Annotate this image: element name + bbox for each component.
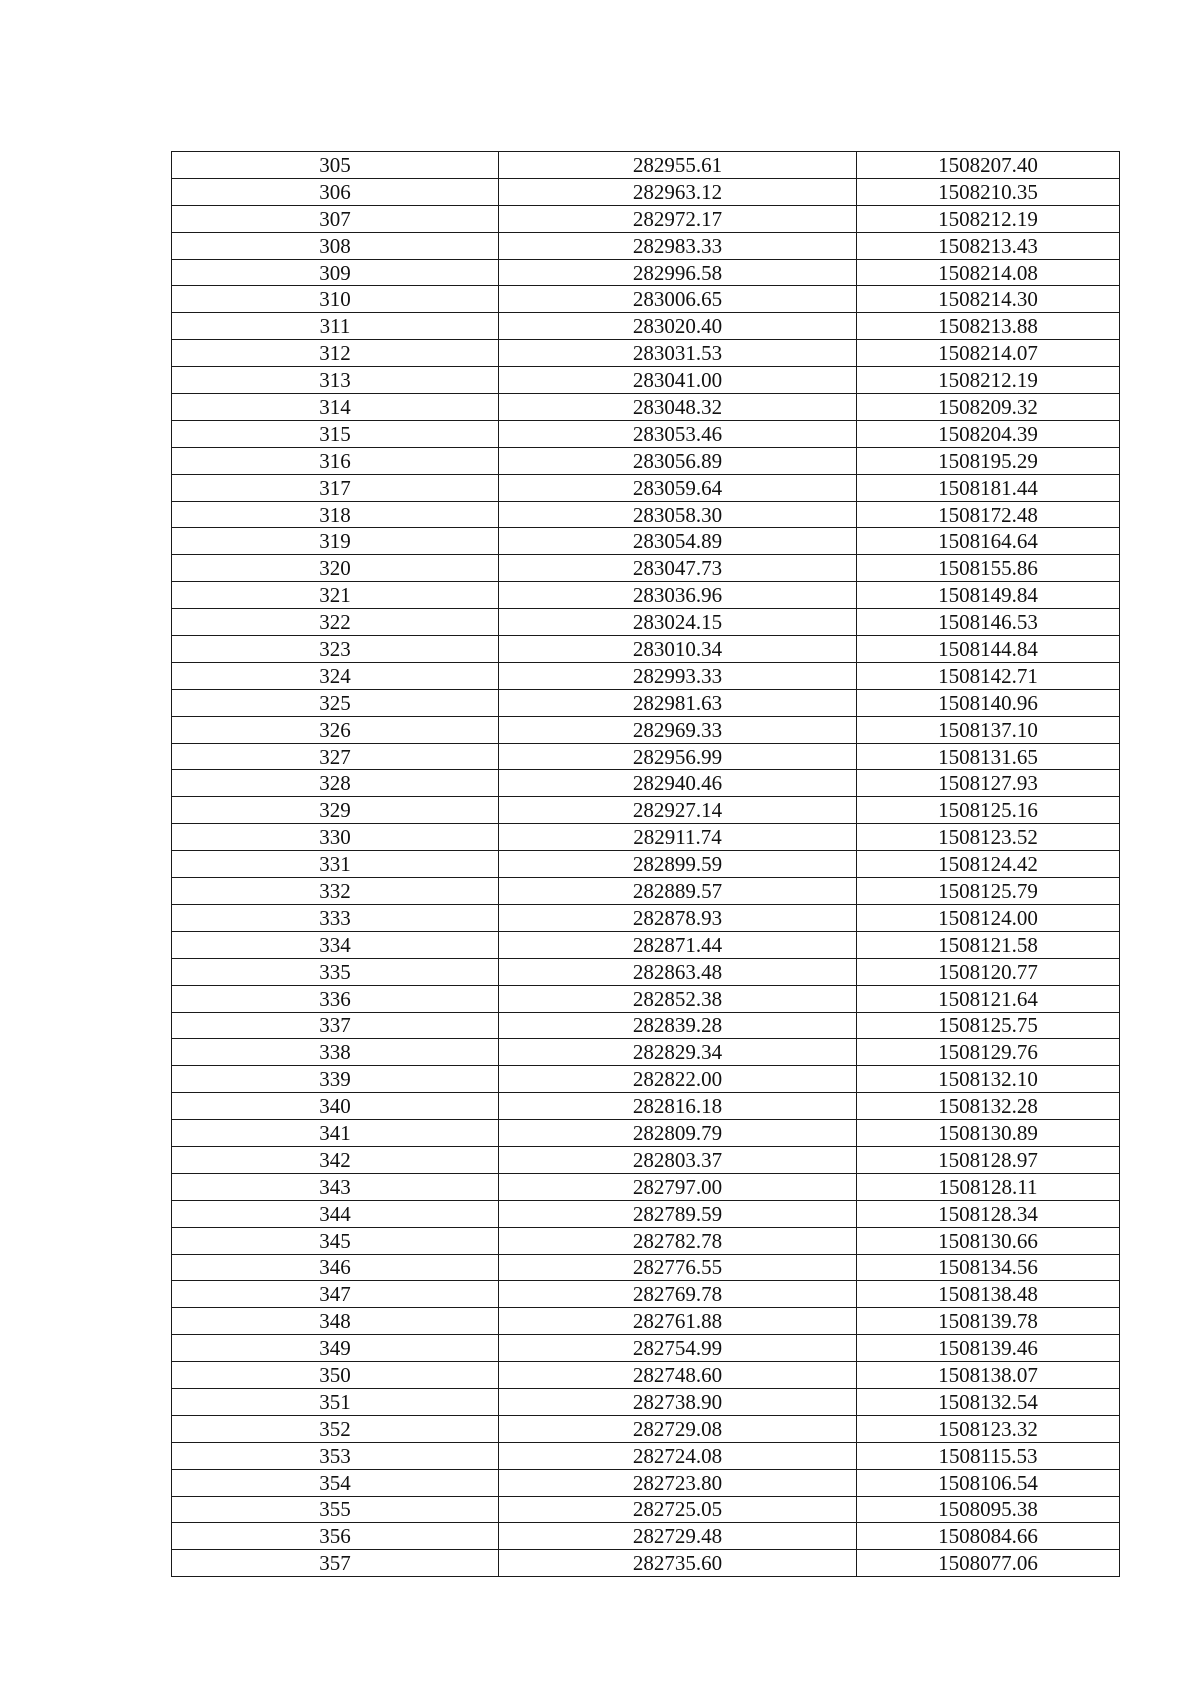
y-coordinate-cell: 1508195.29 xyxy=(857,447,1120,474)
y-coordinate-cell: 1508131.65 xyxy=(857,743,1120,770)
x-coordinate-cell: 282878.93 xyxy=(499,904,857,931)
y-coordinate-cell: 1508138.07 xyxy=(857,1362,1120,1389)
table-row xyxy=(172,582,1120,609)
table-row xyxy=(172,555,1120,582)
x-coordinate-cell: 283048.32 xyxy=(499,394,857,421)
table-row xyxy=(172,1227,1120,1254)
table-row xyxy=(172,878,1120,905)
y-coordinate-cell: 1508146.53 xyxy=(857,609,1120,636)
y-coordinate-cell: 1508106.54 xyxy=(857,1469,1120,1496)
point-number-cell: 316 xyxy=(172,447,499,474)
x-coordinate-cell: 282797.00 xyxy=(499,1173,857,1200)
table-row xyxy=(172,1281,1120,1308)
point-number-cell: 350 xyxy=(172,1362,499,1389)
y-coordinate-cell: 1508137.10 xyxy=(857,716,1120,743)
table-row xyxy=(172,1039,1120,1066)
coordinate-table xyxy=(171,151,1120,1577)
x-coordinate-cell: 283006.65 xyxy=(499,286,857,313)
x-coordinate-cell: 282725.05 xyxy=(499,1496,857,1523)
x-coordinate-cell: 282963.12 xyxy=(499,178,857,205)
x-coordinate-cell: 282803.37 xyxy=(499,1146,857,1173)
table-row xyxy=(172,1469,1120,1496)
point-number-cell: 305 xyxy=(172,152,499,179)
x-coordinate-cell: 282723.80 xyxy=(499,1469,857,1496)
table-row xyxy=(172,1415,1120,1442)
point-number-cell: 345 xyxy=(172,1227,499,1254)
x-coordinate-cell: 282724.08 xyxy=(499,1442,857,1469)
point-number-cell: 313 xyxy=(172,367,499,394)
point-number-cell: 349 xyxy=(172,1335,499,1362)
y-coordinate-cell: 1508213.88 xyxy=(857,313,1120,340)
table-row xyxy=(172,152,1120,179)
y-coordinate-cell: 1508164.64 xyxy=(857,528,1120,555)
x-coordinate-cell: 282983.33 xyxy=(499,232,857,259)
x-coordinate-cell: 283036.96 xyxy=(499,582,857,609)
table-row xyxy=(172,205,1120,232)
x-coordinate-cell: 283054.89 xyxy=(499,528,857,555)
x-coordinate-cell: 282863.48 xyxy=(499,958,857,985)
y-coordinate-cell: 1508213.43 xyxy=(857,232,1120,259)
y-coordinate-cell: 1508123.32 xyxy=(857,1415,1120,1442)
point-number-cell: 330 xyxy=(172,824,499,851)
x-coordinate-cell: 283024.15 xyxy=(499,609,857,636)
x-coordinate-cell: 283020.40 xyxy=(499,313,857,340)
y-coordinate-cell: 1508124.00 xyxy=(857,904,1120,931)
point-number-cell: 326 xyxy=(172,716,499,743)
point-number-cell: 309 xyxy=(172,259,499,286)
table-row xyxy=(172,313,1120,340)
table-row xyxy=(172,824,1120,851)
table-row xyxy=(172,609,1120,636)
x-coordinate-cell: 283056.89 xyxy=(499,447,857,474)
x-coordinate-cell: 282748.60 xyxy=(499,1362,857,1389)
point-number-cell: 306 xyxy=(172,178,499,205)
x-coordinate-cell: 282735.60 xyxy=(499,1550,857,1577)
table-row xyxy=(172,178,1120,205)
point-number-cell: 333 xyxy=(172,904,499,931)
point-number-cell: 314 xyxy=(172,394,499,421)
y-coordinate-cell: 1508128.11 xyxy=(857,1173,1120,1200)
y-coordinate-cell: 1508123.52 xyxy=(857,824,1120,851)
x-coordinate-cell: 282839.28 xyxy=(499,1012,857,1039)
table-row xyxy=(172,636,1120,663)
table-row xyxy=(172,1093,1120,1120)
y-coordinate-cell: 1508130.66 xyxy=(857,1227,1120,1254)
x-coordinate-cell: 282940.46 xyxy=(499,770,857,797)
point-number-cell: 352 xyxy=(172,1415,499,1442)
x-coordinate-cell: 283010.34 xyxy=(499,636,857,663)
point-number-cell: 340 xyxy=(172,1093,499,1120)
point-number-cell: 355 xyxy=(172,1496,499,1523)
point-number-cell: 321 xyxy=(172,582,499,609)
point-number-cell: 325 xyxy=(172,689,499,716)
point-number-cell: 328 xyxy=(172,770,499,797)
table-row xyxy=(172,851,1120,878)
table-row xyxy=(172,1173,1120,1200)
y-coordinate-cell: 1508210.35 xyxy=(857,178,1120,205)
y-coordinate-cell: 1508128.97 xyxy=(857,1146,1120,1173)
x-coordinate-cell: 282776.55 xyxy=(499,1254,857,1281)
table-row xyxy=(172,501,1120,528)
table-row xyxy=(172,743,1120,770)
point-number-cell: 310 xyxy=(172,286,499,313)
y-coordinate-cell: 1508139.78 xyxy=(857,1308,1120,1335)
point-number-cell: 344 xyxy=(172,1200,499,1227)
table-row xyxy=(172,716,1120,743)
y-coordinate-cell: 1508125.75 xyxy=(857,1012,1120,1039)
point-number-cell: 307 xyxy=(172,205,499,232)
table-row xyxy=(172,958,1120,985)
table-row xyxy=(172,770,1120,797)
y-coordinate-cell: 1508132.54 xyxy=(857,1388,1120,1415)
x-coordinate-cell: 282782.78 xyxy=(499,1227,857,1254)
table-row xyxy=(172,1388,1120,1415)
table-row xyxy=(172,1120,1120,1147)
point-number-cell: 341 xyxy=(172,1120,499,1147)
table-row xyxy=(172,528,1120,555)
y-coordinate-cell: 1508120.77 xyxy=(857,958,1120,985)
y-coordinate-cell: 1508139.46 xyxy=(857,1335,1120,1362)
point-number-cell: 339 xyxy=(172,1066,499,1093)
y-coordinate-cell: 1508130.89 xyxy=(857,1120,1120,1147)
x-coordinate-cell: 282769.78 xyxy=(499,1281,857,1308)
y-coordinate-cell: 1508144.84 xyxy=(857,636,1120,663)
point-number-cell: 335 xyxy=(172,958,499,985)
table-row xyxy=(172,420,1120,447)
y-coordinate-cell: 1508127.93 xyxy=(857,770,1120,797)
y-coordinate-cell: 1508142.71 xyxy=(857,662,1120,689)
x-coordinate-cell: 282754.99 xyxy=(499,1335,857,1362)
point-number-cell: 337 xyxy=(172,1012,499,1039)
point-number-cell: 319 xyxy=(172,528,499,555)
point-number-cell: 308 xyxy=(172,232,499,259)
point-number-cell: 327 xyxy=(172,743,499,770)
x-coordinate-cell: 282956.99 xyxy=(499,743,857,770)
y-coordinate-cell: 1508138.48 xyxy=(857,1281,1120,1308)
point-number-cell: 312 xyxy=(172,340,499,367)
y-coordinate-cell: 1508214.08 xyxy=(857,259,1120,286)
point-number-cell: 329 xyxy=(172,797,499,824)
table-row xyxy=(172,1146,1120,1173)
y-coordinate-cell: 1508125.79 xyxy=(857,878,1120,905)
point-number-cell: 357 xyxy=(172,1550,499,1577)
x-coordinate-cell: 282761.88 xyxy=(499,1308,857,1335)
x-coordinate-cell: 282852.38 xyxy=(499,985,857,1012)
x-coordinate-cell: 282829.34 xyxy=(499,1039,857,1066)
y-coordinate-cell: 1508181.44 xyxy=(857,474,1120,501)
x-coordinate-cell: 282993.33 xyxy=(499,662,857,689)
point-number-cell: 342 xyxy=(172,1146,499,1173)
x-coordinate-cell: 282981.63 xyxy=(499,689,857,716)
table-row xyxy=(172,394,1120,421)
point-number-cell: 353 xyxy=(172,1442,499,1469)
x-coordinate-cell: 283047.73 xyxy=(499,555,857,582)
y-coordinate-cell: 1508214.30 xyxy=(857,286,1120,313)
point-number-cell: 354 xyxy=(172,1469,499,1496)
y-coordinate-cell: 1508121.64 xyxy=(857,985,1120,1012)
table-row xyxy=(172,1066,1120,1093)
point-number-cell: 323 xyxy=(172,636,499,663)
y-coordinate-cell: 1508209.32 xyxy=(857,394,1120,421)
point-number-cell: 318 xyxy=(172,501,499,528)
x-coordinate-cell: 282729.48 xyxy=(499,1523,857,1550)
point-number-cell: 343 xyxy=(172,1173,499,1200)
point-number-cell: 347 xyxy=(172,1281,499,1308)
x-coordinate-cell: 282809.79 xyxy=(499,1120,857,1147)
table-row xyxy=(172,1442,1120,1469)
y-coordinate-cell: 1508204.39 xyxy=(857,420,1120,447)
table-row xyxy=(172,367,1120,394)
table-row xyxy=(172,1550,1120,1577)
x-coordinate-cell: 282927.14 xyxy=(499,797,857,824)
table-row xyxy=(172,1335,1120,1362)
y-coordinate-cell: 1508128.34 xyxy=(857,1200,1120,1227)
y-coordinate-cell: 1508155.86 xyxy=(857,555,1120,582)
table-row xyxy=(172,1523,1120,1550)
coordinate-table-body xyxy=(172,152,1120,1577)
y-coordinate-cell: 1508149.84 xyxy=(857,582,1120,609)
point-number-cell: 336 xyxy=(172,985,499,1012)
point-number-cell: 348 xyxy=(172,1308,499,1335)
point-number-cell: 346 xyxy=(172,1254,499,1281)
y-coordinate-cell: 1508115.53 xyxy=(857,1442,1120,1469)
x-coordinate-cell: 282972.17 xyxy=(499,205,857,232)
point-number-cell: 315 xyxy=(172,420,499,447)
y-coordinate-cell: 1508214.07 xyxy=(857,340,1120,367)
point-number-cell: 320 xyxy=(172,555,499,582)
table-row xyxy=(172,1012,1120,1039)
table-row xyxy=(172,447,1120,474)
point-number-cell: 338 xyxy=(172,1039,499,1066)
point-number-cell: 334 xyxy=(172,931,499,958)
table-row xyxy=(172,985,1120,1012)
y-coordinate-cell: 1508121.58 xyxy=(857,931,1120,958)
point-number-cell: 351 xyxy=(172,1388,499,1415)
table-row xyxy=(172,797,1120,824)
table-row xyxy=(172,474,1120,501)
point-number-cell: 322 xyxy=(172,609,499,636)
table-row xyxy=(172,689,1120,716)
x-coordinate-cell: 283031.53 xyxy=(499,340,857,367)
y-coordinate-cell: 1508077.06 xyxy=(857,1550,1120,1577)
y-coordinate-cell: 1508129.76 xyxy=(857,1039,1120,1066)
y-coordinate-cell: 1508140.96 xyxy=(857,689,1120,716)
y-coordinate-cell: 1508212.19 xyxy=(857,367,1120,394)
table-row xyxy=(172,931,1120,958)
y-coordinate-cell: 1508132.28 xyxy=(857,1093,1120,1120)
table-row xyxy=(172,904,1120,931)
y-coordinate-cell: 1508125.16 xyxy=(857,797,1120,824)
x-coordinate-cell: 282889.57 xyxy=(499,878,857,905)
point-number-cell: 324 xyxy=(172,662,499,689)
point-number-cell: 311 xyxy=(172,313,499,340)
point-number-cell: 356 xyxy=(172,1523,499,1550)
y-coordinate-cell: 1508172.48 xyxy=(857,501,1120,528)
x-coordinate-cell: 282871.44 xyxy=(499,931,857,958)
table-row xyxy=(172,662,1120,689)
point-number-cell: 332 xyxy=(172,878,499,905)
x-coordinate-cell: 282738.90 xyxy=(499,1388,857,1415)
x-coordinate-cell: 282822.00 xyxy=(499,1066,857,1093)
point-number-cell: 331 xyxy=(172,851,499,878)
y-coordinate-cell: 1508212.19 xyxy=(857,205,1120,232)
x-coordinate-cell: 283058.30 xyxy=(499,501,857,528)
point-number-cell: 317 xyxy=(172,474,499,501)
y-coordinate-cell: 1508084.66 xyxy=(857,1523,1120,1550)
table-row xyxy=(172,232,1120,259)
x-coordinate-cell: 282955.61 xyxy=(499,152,857,179)
x-coordinate-cell: 282816.18 xyxy=(499,1093,857,1120)
x-coordinate-cell: 282899.59 xyxy=(499,851,857,878)
table-row xyxy=(172,1362,1120,1389)
x-coordinate-cell: 283059.64 xyxy=(499,474,857,501)
y-coordinate-cell: 1508134.56 xyxy=(857,1254,1120,1281)
x-coordinate-cell: 283041.00 xyxy=(499,367,857,394)
x-coordinate-cell: 282911.74 xyxy=(499,824,857,851)
table-row xyxy=(172,340,1120,367)
y-coordinate-cell: 1508124.42 xyxy=(857,851,1120,878)
y-coordinate-cell: 1508132.10 xyxy=(857,1066,1120,1093)
x-coordinate-cell: 282729.08 xyxy=(499,1415,857,1442)
x-coordinate-cell: 282969.33 xyxy=(499,716,857,743)
x-coordinate-cell: 282996.58 xyxy=(499,259,857,286)
table-row xyxy=(172,286,1120,313)
x-coordinate-cell: 283053.46 xyxy=(499,420,857,447)
table-row xyxy=(172,1496,1120,1523)
y-coordinate-cell: 1508095.38 xyxy=(857,1496,1120,1523)
y-coordinate-cell: 1508207.40 xyxy=(857,152,1120,179)
table-row xyxy=(172,1200,1120,1227)
table-row xyxy=(172,1308,1120,1335)
x-coordinate-cell: 282789.59 xyxy=(499,1200,857,1227)
table-row xyxy=(172,259,1120,286)
table-row xyxy=(172,1254,1120,1281)
